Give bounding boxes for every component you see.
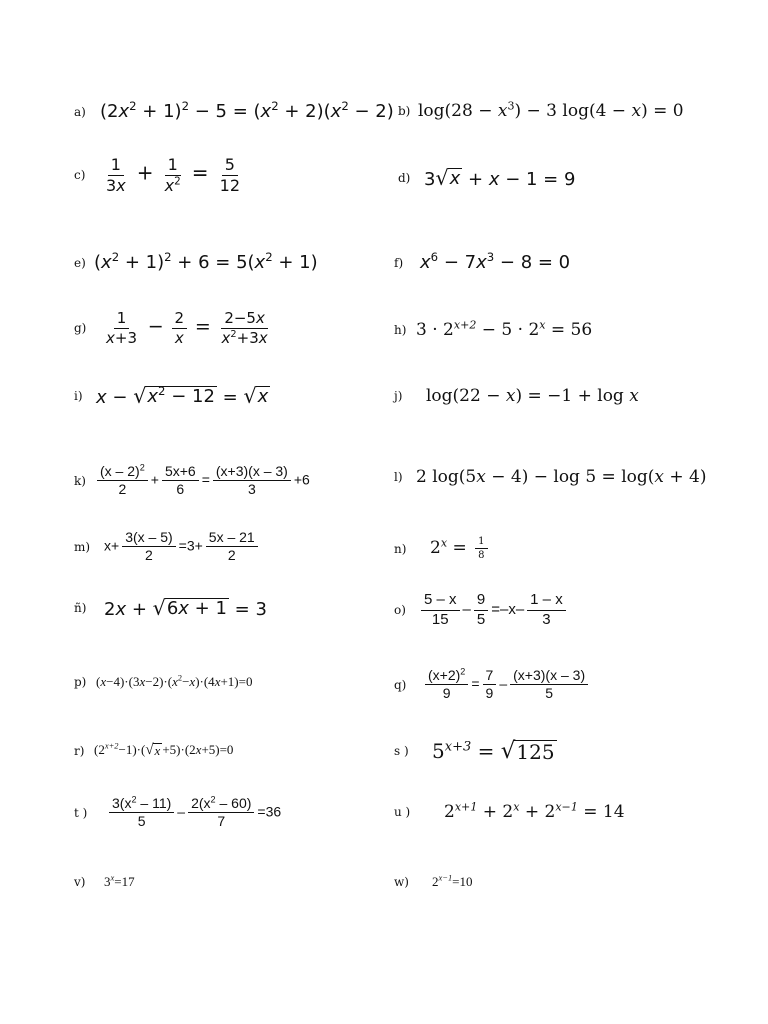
equation: x+ $\frac{3(x - 5)}{2}$ =3+ $\frac{5x - 21}{2}$ [104,530,261,564]
exercise-q [394,668,591,702]
exercise-s [394,738,557,764]
equation: $x^6 - 7x^3 - 8 = 0$ [420,250,571,273]
equation: 2x + √ 6x + 1 = 3 [104,596,267,620]
exercise-label: l) [394,470,403,484]
equation: $\frac{1}{x+3}$ − $\frac{2}{x}$ = $\frac{2-5x}{x^2+3x}$ [106,309,268,347]
exercise-label: q) [394,677,407,692]
exercise-label: o) [394,603,406,617]
exercise-a [74,101,394,122]
exercise-b [398,101,684,121]
exercise-c [74,156,246,194]
equation: $\frac{5 - x}{15}$ – $\frac{9}{5}$ =–x– $\frac{1 - x}{3}$ [418,592,569,628]
exercise-label: v) [74,875,86,889]
equation: $(x-4)\cdot(3x-2)\cdot(x^2-x)\cdot(4x+1)=0$ [96,672,253,689]
exercise-d [398,166,575,190]
equation: $\log(28 - x^3) - 3$ log(4 − x) = 0 [418,99,684,121]
equation: log(22 − x) = −1 + log x [426,386,639,406]
exercise-v [74,874,135,890]
exercise-label: w) [394,875,409,889]
exercise-l [394,467,707,487]
equation: $3 \cdot 2^{x+2} - 5 \cdot 2^x = 56$ [416,318,593,340]
equation: $\frac{3(x^2 - 11)}{5}$ – $\frac{2(x^2 - 60)}{7}$ =36 [106,796,281,830]
exercise-t [74,796,281,830]
exercise-label: a) [74,104,86,119]
equation: $(2^{x+2}-1)\cdot$( √ x +5)·(2x+5)=0 [94,740,234,759]
exercise-i [74,384,270,408]
equation: $3^x=17$ [104,872,135,889]
equation: $(x^2 + 1)^2 + 6 = 5(x^2 + 1)$ [94,250,318,273]
exercise-label: n) [394,541,407,556]
equation: 2 log(5x − 4) − log 5 = log(x + 4) [416,467,707,487]
equation: $\frac{(x - 2)^2}{2}$ + $\frac{5x+6}{6}$ = $\frac{(x+3)(x - 3)}{3}$ +6 [94,464,310,498]
exercise-label: t ) [74,805,88,820]
exercise-j [394,386,639,406]
exercise-label: g) [74,321,87,335]
exercise-label: f) [394,255,404,270]
exercise-label: c) [74,168,86,183]
exercise-e [74,252,318,273]
exercise-label: b) [398,104,411,118]
exercise-label: d) [398,171,411,185]
exercise-n-tilde [74,596,267,620]
equation: 3 √ x + x − 1 = 9 [424,166,576,190]
exercise-r [74,742,233,759]
exercise-label: s ) [394,744,409,758]
exercise-label: e) [74,255,86,270]
exercise-label: k) [74,473,86,488]
equation: $5^{x+3}$ = √ 125 [432,738,555,764]
exercise-label: p) [74,675,87,689]
equation: $(2x^2 + 1)^2 - 5 = (x^2 + 2)(x^2 - 2)$ [100,99,394,122]
exercise-label: m) [74,539,91,554]
exercise-g [74,310,274,346]
exercise-p [74,674,252,690]
exercise-h [394,320,592,340]
exercise-label: h) [394,323,407,337]
exercise-label: u ) [394,805,411,819]
equation: $2^{x-1}=10$ [432,872,473,889]
exercise-m [74,530,261,564]
exercise-label: ñ) [74,601,87,615]
exercise-label: r) [74,743,85,758]
exercise-n [394,536,491,561]
equation: x − √ $x^2 - 12$ = √ x [96,384,269,408]
equation: $2^x$ = $\frac{1}{8}$ [430,536,491,561]
equation: $\frac{1}{3x}$ + $\frac{1}{x^2}$ = $\frac{5}{12}$ [106,155,241,195]
exercise-f [394,252,570,273]
exercise-w [394,874,473,890]
exercise-label: i) [74,389,83,403]
exercise-label: j) [394,389,403,403]
exercise-u [394,802,625,822]
equation: $\frac{(x+2)^2}{9}$ = $\frac{7}{9}$ – $\frac{(x+3)(x - 3)}{5}$ [422,668,591,702]
exercise-k [74,464,310,498]
equation: $2^{x+1} + 2^x + 2^{x-1} = 14$ [444,800,625,822]
exercise-o [394,592,569,628]
